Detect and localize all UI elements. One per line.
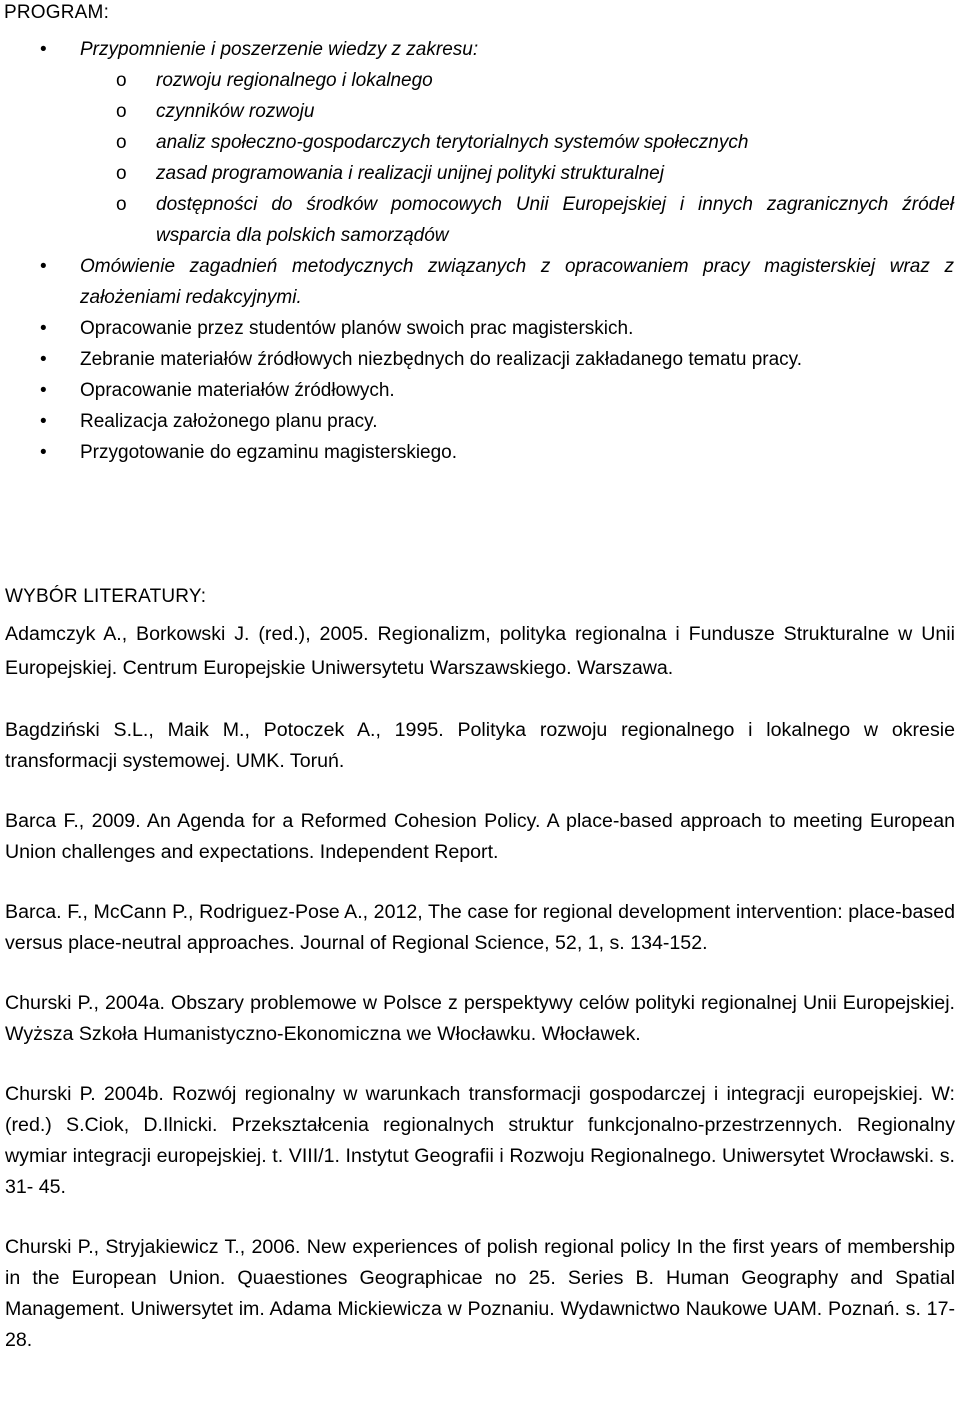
program-list — [0, 34, 960, 468]
sub-list-item — [80, 189, 954, 251]
sub-list-item — [80, 158, 954, 189]
circle-bullet-icon: o — [116, 163, 127, 184]
program-intro: Przypomnienie i poszerzenie wiedzy z zakresu: — [80, 39, 479, 60]
bullet-text: Opracowanie materiałów źródłowych. — [80, 380, 395, 401]
sub-list-item — [80, 96, 954, 127]
list-item — [0, 34, 960, 251]
circle-bullet-icon: o — [116, 132, 127, 153]
list-item — [0, 375, 960, 406]
bullet-icon: • — [40, 349, 47, 370]
sub-item-text: zasad programowania i realizacji unijnej polityki strukturalnej — [156, 163, 664, 184]
circle-bullet-icon: o — [116, 70, 127, 91]
bullet-icon: • — [40, 411, 47, 432]
list-item — [0, 251, 960, 313]
sub-item-text: dostępności do środków pomocowych Unii Europejskiej i innych zagranicznych źródeł wsparcia dla polskich samorządów — [156, 194, 954, 246]
reference-entry: Adamczyk A., Borkowski J. (red.), 2005. Regionalizm, polityka regionalna i Fundusze Strukturalne w Unii Europejskiej. Centrum Europejskie Uniwersytetu Warszawskiego. Warszawa. — [5, 623, 955, 679]
bullet-icon: • — [40, 318, 47, 339]
program-heading: PROGRAM: — [4, 2, 110, 23]
reference-entry: Churski P., 2004a. Obszary problemowe w Polsce z perspektywy celów polityki regionalnej Unii Europejskiej. Wyższa Szkoła Humanistyczno-Ekonomiczna we Włocławku. Włocławek. — [5, 992, 955, 1045]
list-item — [0, 406, 960, 437]
reference-entry: Churski P., Stryjakiewicz T., 2006. New experiences of polish regional policy In the first years of membership in the European Union. Quaestiones Geographicae no 25. Series B. Human Geography and Spatial Management. Uniwersytet im. Adama Mickiewicza w Poznaniu. Wydawnictwo Naukowe UAM. Poznań. s. 17-28. — [5, 1236, 955, 1351]
circle-bullet-icon: o — [116, 101, 127, 122]
sub-item-text: czynników rozwoju — [156, 101, 315, 122]
bullet-icon: • — [40, 380, 47, 401]
bullet-text: Realizacja założonego planu pracy. — [80, 411, 378, 432]
bullet-text: Opracowanie przez studentów planów swoich prac magisterskich. — [80, 318, 634, 339]
circle-bullet-icon: o — [116, 194, 127, 215]
sub-list-item — [80, 127, 954, 158]
sub-item-text: analiz społeczno-gospodarczych terytorialnych systemów społecznych — [156, 132, 749, 153]
bullet-text: Zebranie materiałów źródłowych niezbędnych do realizacji zakładanego tematu pracy. — [80, 349, 803, 370]
program-sublist — [80, 65, 954, 251]
reference-entry: Barca. F., McCann P., Rodriguez-Pose A., 2012, The case for regional development intervention: place-based versus place-neutral approaches. Journal of Regional Science, 52, 1, s. 134-152. — [5, 901, 955, 954]
reference-entry: Barca F., 2009. An Agenda for a Reformed Cohesion Policy. A place-based approach to meeting European Union challenges and expectations. Independent Report. — [5, 810, 955, 863]
list-item — [0, 313, 960, 344]
reference-entry: Churski P. 2004b. Rozwój regionalny w warunkach transformacji gospodarczej i integracji europejskiej. W: (red.) S.Ciok, D.Ilnicki. Przekształcenia regionalnych struktur funkcjonalno-przestrzennych. Regionalny wymiar integracji europejskiej. t. VIII/1. Instytut Geografii i Rozwoju Regionalnego. Uniwersytet Wrocławski. s. 31- 45. — [5, 1083, 955, 1198]
list-item — [0, 437, 960, 468]
list-item — [0, 344, 960, 375]
sub-item-text: rozwoju regionalnego i lokalnego — [156, 70, 433, 91]
reference-list — [5, 617, 955, 1385]
sub-list-item — [80, 65, 954, 96]
bullet-text: Omówienie zagadnień metodycznych związanych z opracowaniem pracy magisterskiej wraz z założeniami redakcyjnymi. — [80, 256, 954, 308]
literature-heading: WYBÓR LITERATURY: — [5, 586, 207, 607]
bullet-icon: • — [40, 442, 47, 463]
bullet-text: Przygotowanie do egzaminu magisterskiego. — [80, 442, 458, 463]
reference-entry: Bagdziński S.L., Maik M., Potoczek A., 1995. Polityka rozwoju regionalnego i lokalnego w okresie transformacji systemowej. UMK. Toruń. — [5, 719, 955, 772]
bullet-icon: • — [40, 39, 47, 60]
bullet-icon: • — [40, 256, 47, 277]
